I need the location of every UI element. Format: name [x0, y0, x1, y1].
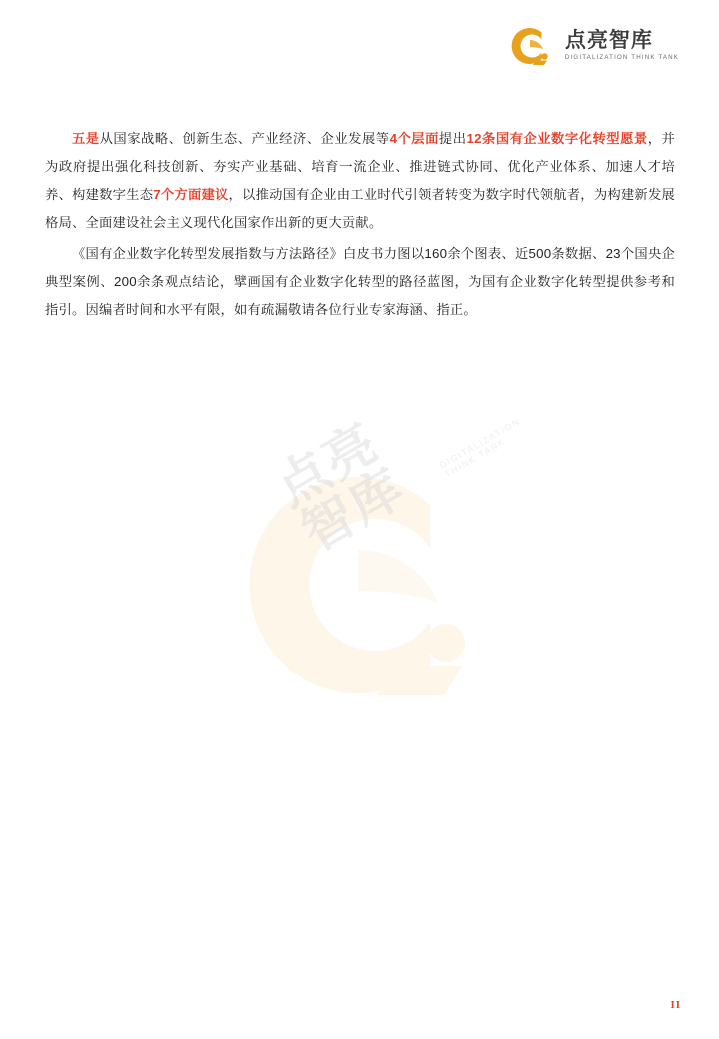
- paragraph-1-lead: 五是: [72, 131, 100, 146]
- paragraph-1-seg-1: 从国家战略、创新生态、产业经济、企业发展等: [99, 131, 390, 146]
- page-header: [503, 20, 679, 72]
- watermark-text: [266, 340, 545, 563]
- dianliang-c-swoosh-logo-icon: [503, 20, 555, 72]
- page-number: II: [670, 999, 681, 1011]
- watermark-text-cn: 点亮智库: [266, 413, 416, 563]
- brand-name-cn: 点亮智库: [564, 29, 653, 53]
- brand-name-en: DIGITALIZATION THINK TANK: [564, 54, 679, 62]
- paragraph-1-highlight-1: 4个层面: [389, 131, 439, 146]
- paragraph-2: 《国有企业数字化转型发展指数与方法路径》白皮书力图以160余个图表、近500条数据、23个国央企典型案例、200余条观点结论，擘画国有企业数字化转型的路径蓝图，为国有企业数字化转型提供参考和指引。因编者时间和水平有限，如有疏漏敬请各位行业专家海涵、指正。: [45, 246, 675, 317]
- dianliang-c-swoosh-watermark-icon: [198, 727, 528, 744]
- paragraph-1-highlight-3: 7个方面建议: [153, 187, 229, 202]
- paragraph-1-seg-2: 提出: [438, 131, 467, 146]
- watermark: [198, 410, 528, 740]
- paragraph-1-seg-4: ，以推动国有企业由工业时代引领者转变为数字时代领航者，为构建新发展格局、全面建设社会主义现代化国家作出新的更大贡献。: [45, 187, 675, 230]
- paragraph-1-highlight-2: 12条国有企业数字化转型愿景: [466, 131, 648, 146]
- paragraph-1-seg-3: ，并为政府提出强化科技创新、夯实产业基础、培育一流企业、推进链式协同、优化产业体系、加速人才培养、构建数字生态: [45, 131, 676, 202]
- paragraph-1: [45, 125, 675, 237]
- brand-text: [565, 30, 679, 61]
- watermark-text-en: DIGITALIZATION THINK TANK: [437, 416, 523, 480]
- document-body: [45, 125, 675, 327]
